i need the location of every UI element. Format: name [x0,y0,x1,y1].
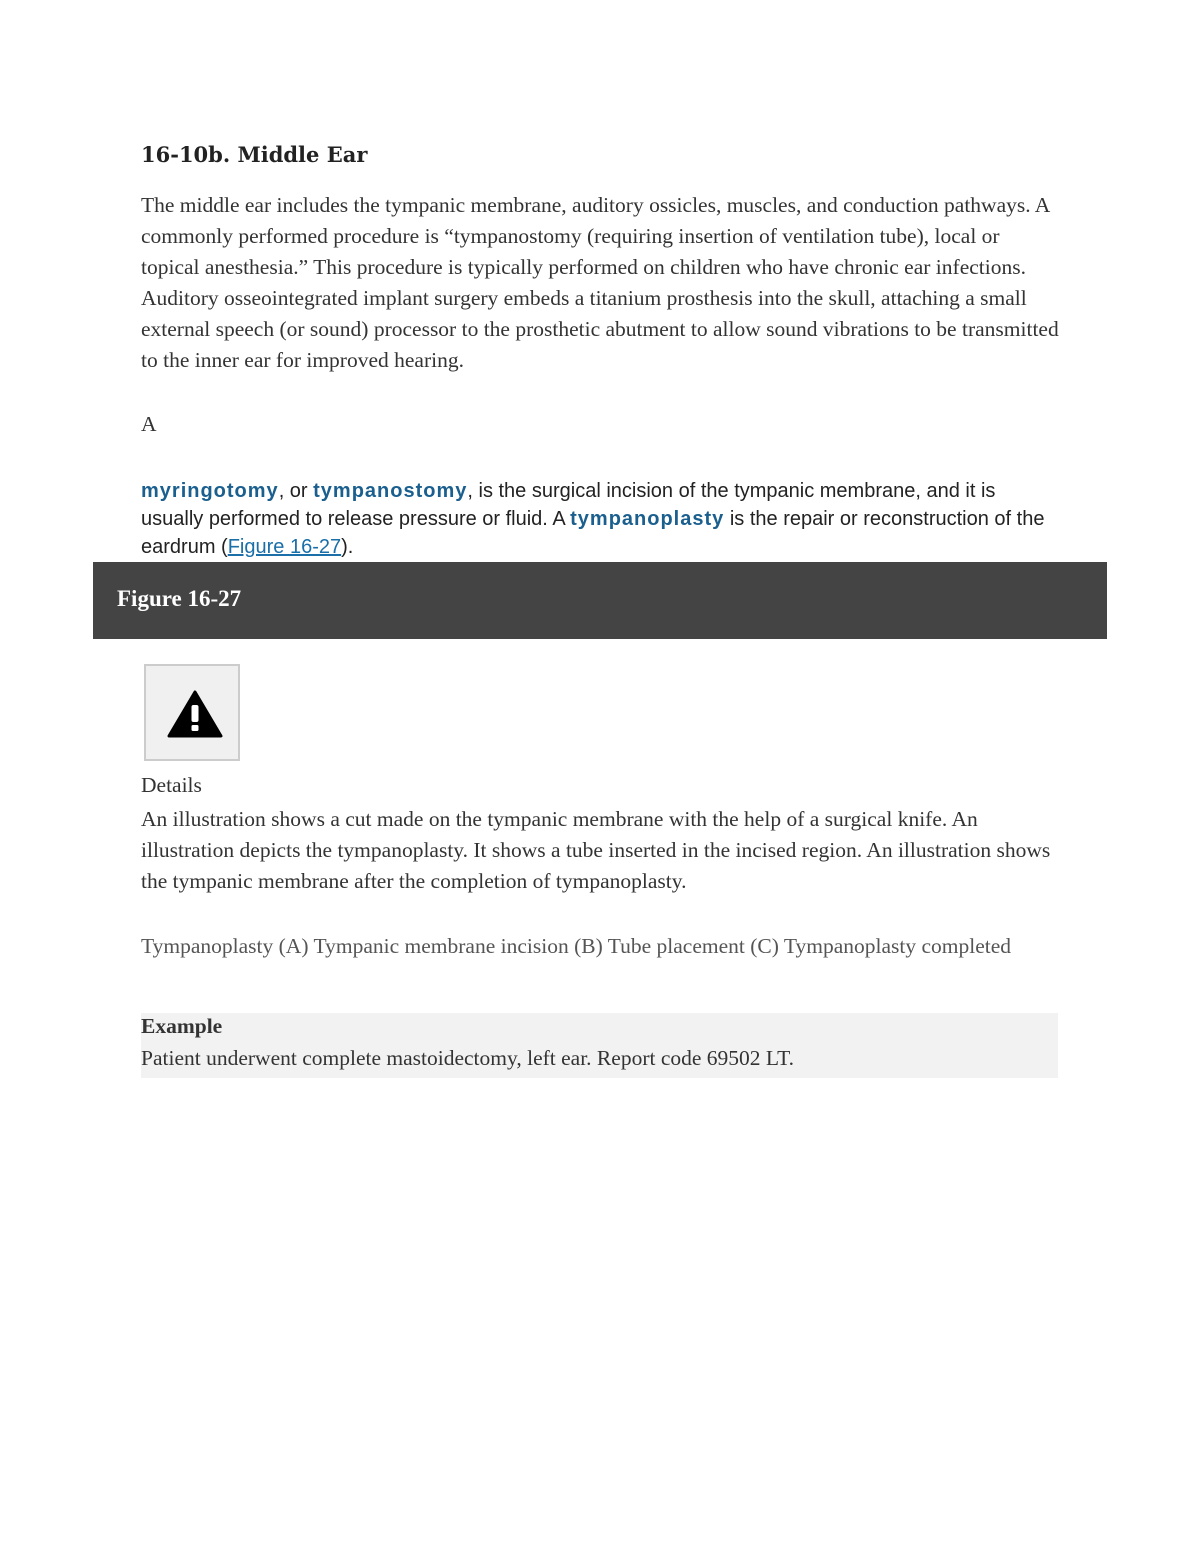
figure-link[interactable]: Figure 16-27 [227,536,342,558]
figure-label: Figure 16-27 [117,586,242,611]
example-box [141,1013,1058,1078]
definition-sep: , or [278,480,314,502]
definition-text-2: is the repair or reconstruction of the eardrum ( [141,508,1045,558]
details-text: An illustration shows a cut made on the tympanic membrane with the help of a surgical knife. An illustration depicts the tympanoplasty. It shows a tube inserted in the incised region. An illustration shows the tympanic membrane after the completion of tympanoplasty. [141,807,1051,893]
term-tympanoplasty: tympanoplasty [570,508,725,530]
figure-caption: Tympanoplasty (A) Tympanic membrane incision (B) Tube placement (C) Tympanoplasty completed [141,934,1012,958]
warning-icon [167,690,223,738]
figure-header-bar [93,562,1107,639]
term-myringotomy: myringotomy [141,480,279,502]
section-heading: 16-10b. Middle Ear [141,142,368,167]
definition-paragraph [141,477,1061,561]
definition-text-1: , is the surgical incision of the tympanic membrane, and it is usually performed to release pressure or fluid. A [141,480,996,530]
figure-image-placeholder[interactable] [144,664,240,761]
intro-paragraph: The middle ear includes the tympanic membrane, auditory ossicles, muscles, and conduction pathways. A commonly performed procedure is “tympanostomy (requiring insertion of ventilation tube), local or topical anesthesia.” This procedure is typically performed on children who have chronic ear infections. Auditory osseointegrated implant surgery embeds a titanium prosthesis into the skull, attaching a small external speech (or sound) processor to the prosthetic abutment to allow sound vibrations to be transmitted to the inner ear for improved hearing. [141,193,1059,372]
example-text: Patient underwent complete mastoidectomy, left ear. Report code 69502 LT. [141,1046,794,1070]
example-title: Example [141,1014,223,1038]
details-label: Details [141,773,202,797]
term-tympanostomy: tympanostomy [313,480,468,502]
lone-letter: A [141,412,157,436]
definition-text-3: ). [341,536,354,558]
